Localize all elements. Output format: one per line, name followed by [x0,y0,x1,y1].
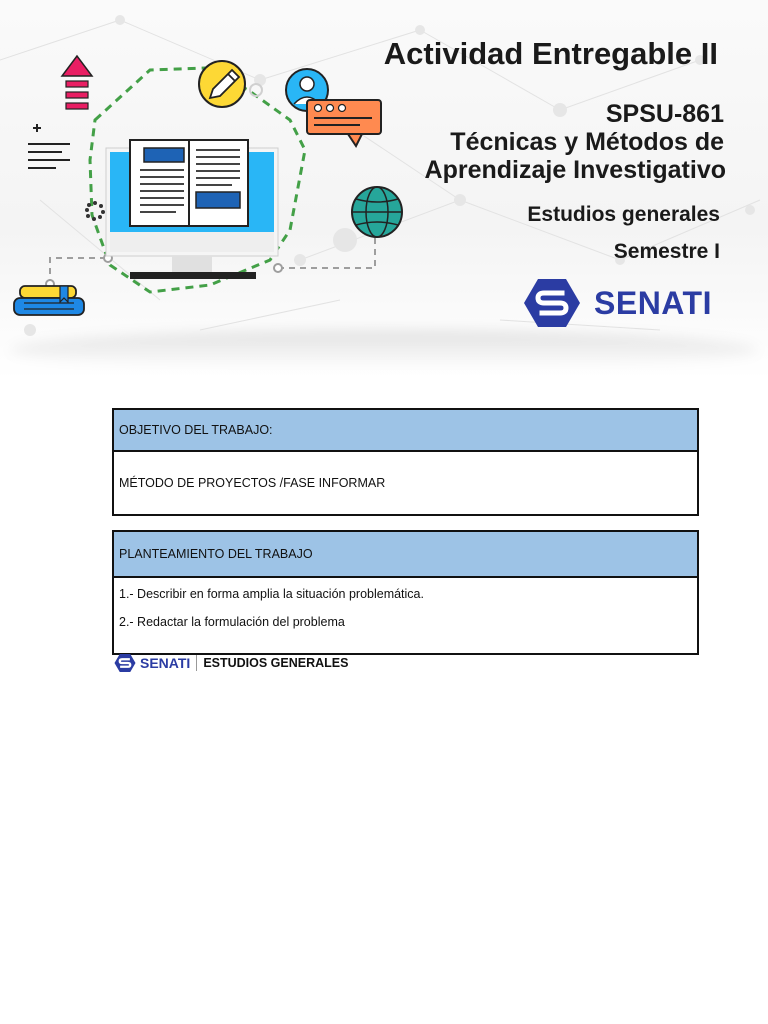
program-name: Estudios generales [527,203,720,226]
senati-mark-icon [524,279,580,327]
loading-dots-icon [85,201,105,221]
document-title: Actividad Entregable II [383,36,718,71]
statement-section [112,530,699,655]
chat-bubble-icon [307,100,381,146]
footer-brand-text: SENATI [140,655,191,671]
senati-logo [524,278,724,328]
objective-heading: OBJETIVO DEL TRABAJO: [114,410,697,452]
statement-list [114,587,697,629]
monitor-book-icon [106,140,278,279]
cover-banner [0,0,768,380]
statement-heading: PLANTEAMIENTO DEL TRABAJO [114,532,697,578]
statement-item: 2.- Redactar la formulación del problema [119,615,345,629]
footer-divider [196,655,197,671]
globe-icon [352,187,402,237]
arrow-up-icon [62,56,92,109]
course-code: SPSU-861 [605,100,724,128]
semester-label: Semestre I [613,240,720,263]
senati-mark-icon [114,654,136,672]
course-name-line1: Técnicas y Métodos de [450,128,724,156]
books-icon [14,286,84,315]
objective-section [112,408,699,516]
statement-item: 1.- Describir en forma amplia la situación problemática. [119,587,424,601]
objective-content: MÉTODO DE PROYECTOS /FASE INFORMAR [119,476,386,490]
footer-label: ESTUDIOS GENERALES [203,656,349,670]
pencil-icon [199,61,262,107]
senati-brand-text: SENATI [594,284,712,321]
course-name-line2: Aprendizaje Investigativo [424,156,726,184]
text-lines-icon [28,124,70,168]
page-footer [114,652,348,674]
